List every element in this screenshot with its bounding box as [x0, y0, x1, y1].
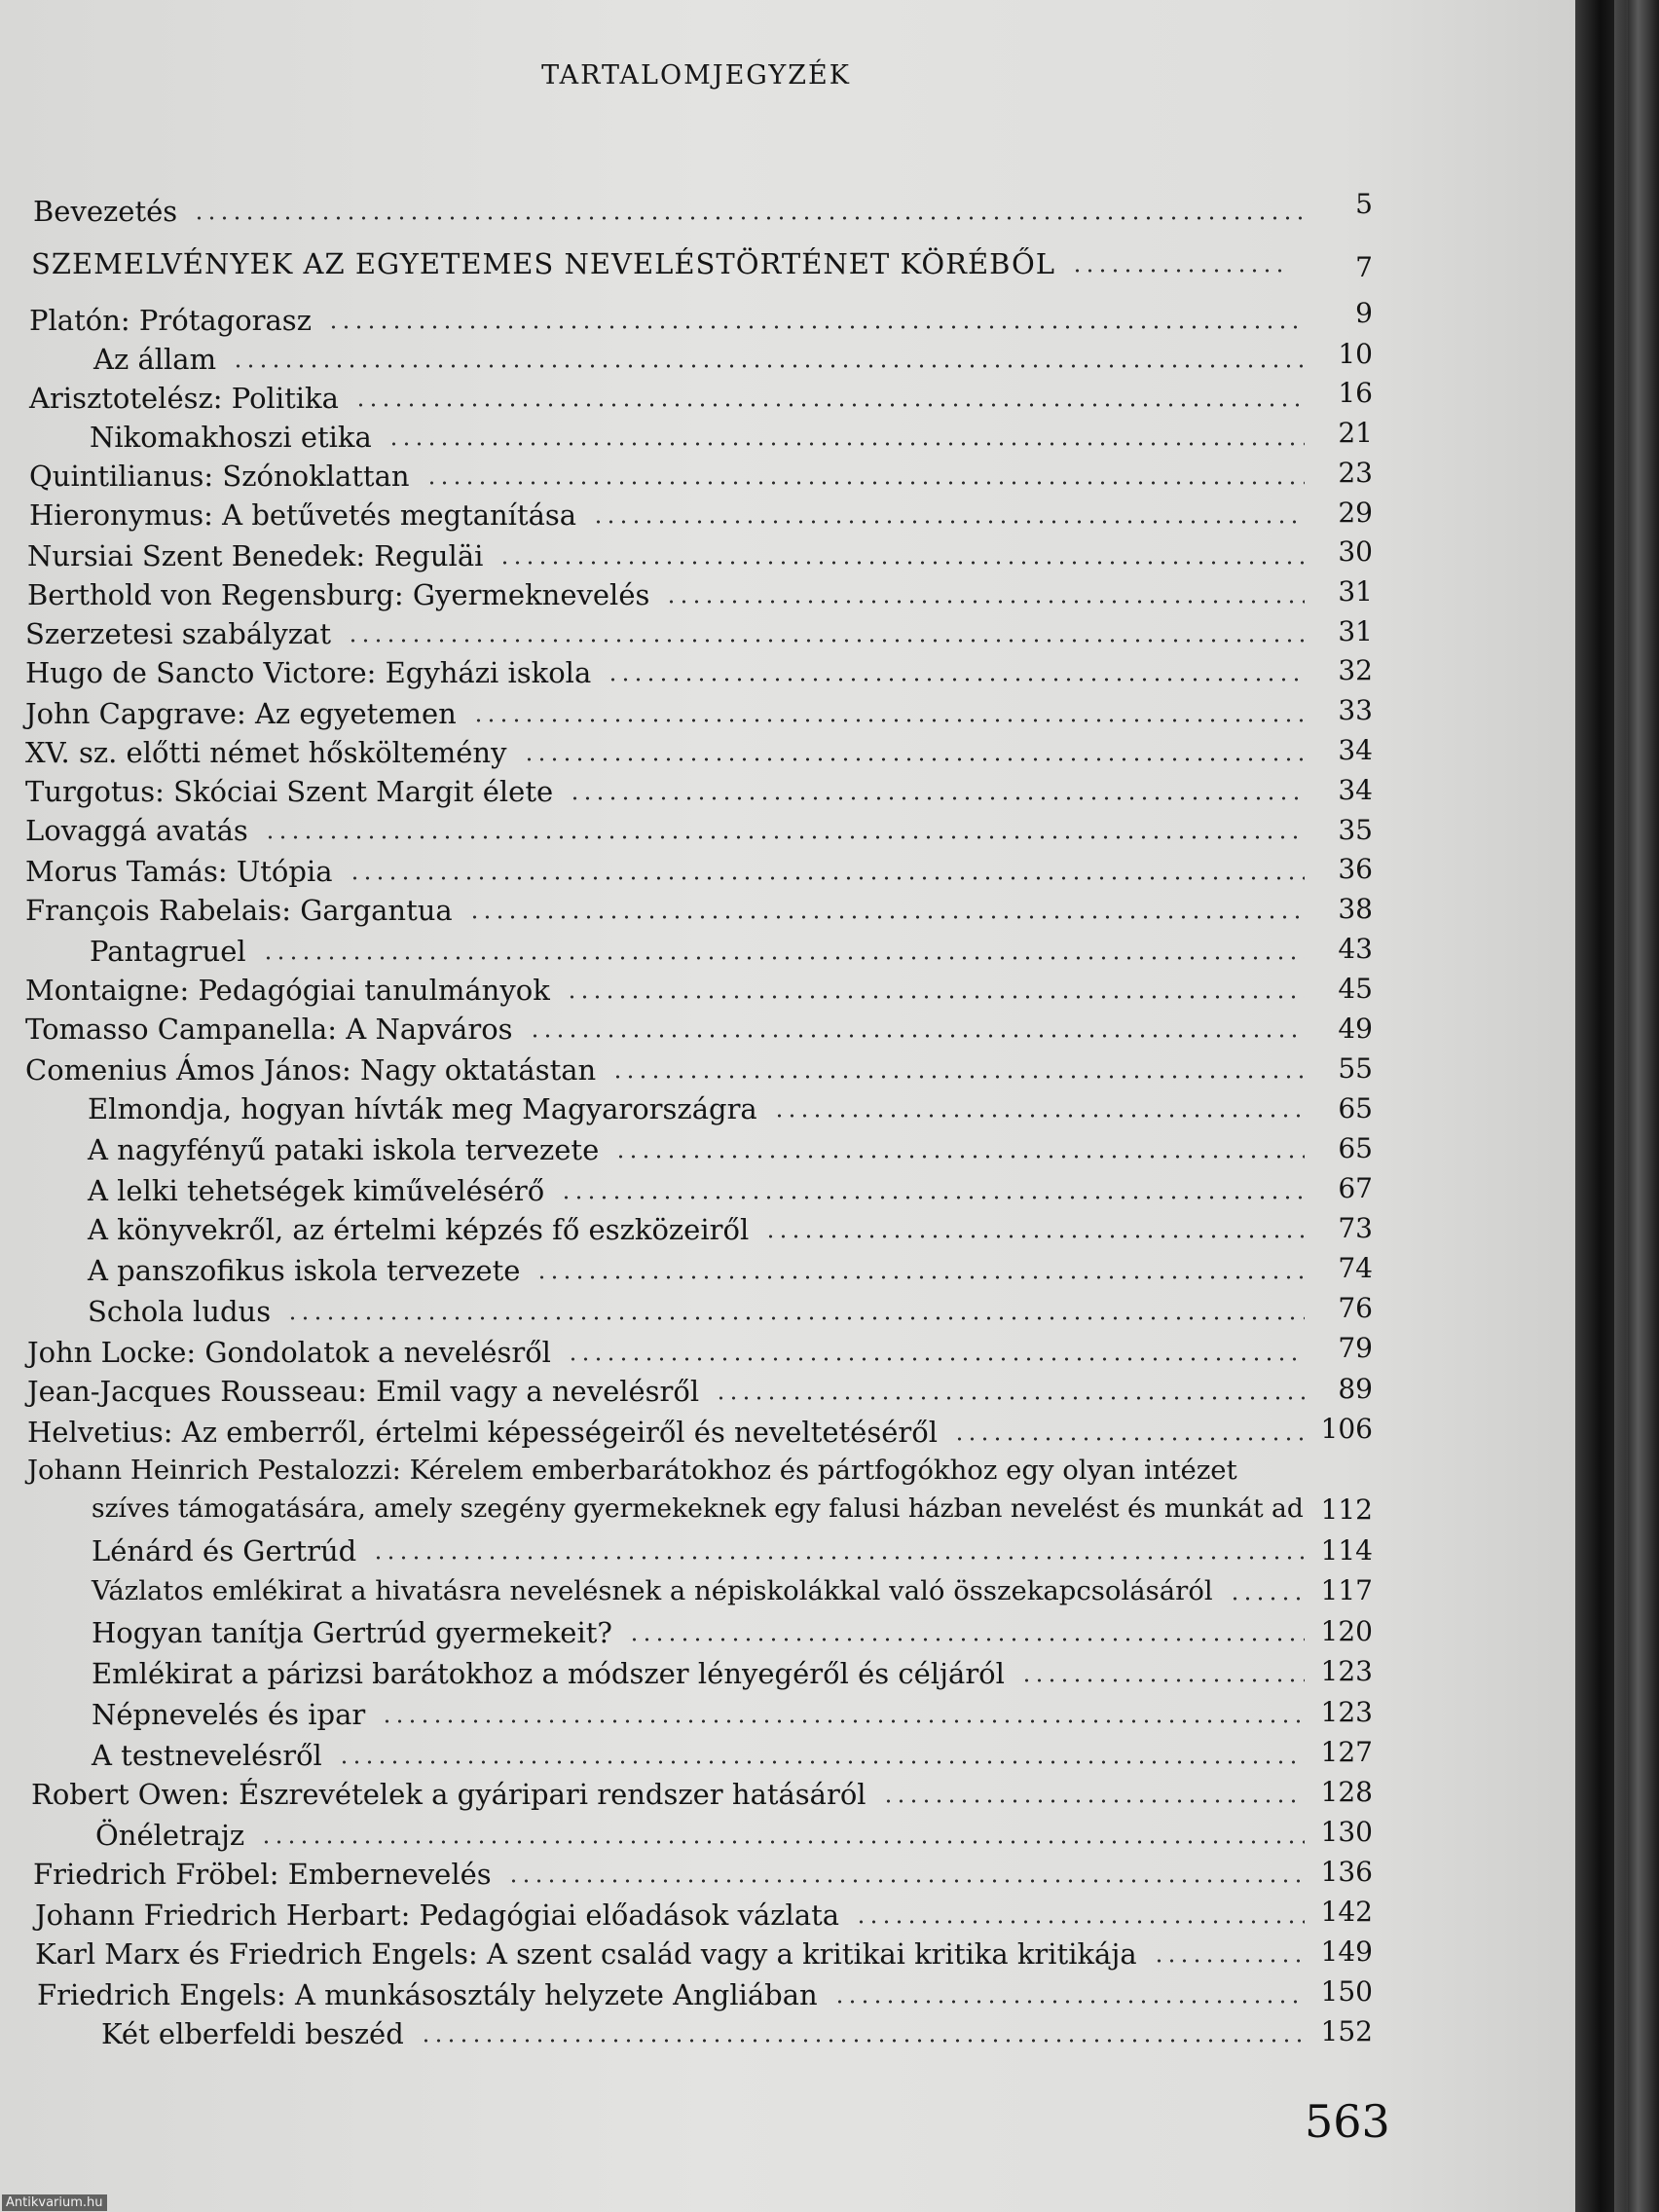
toc-page-number: 5 [1355, 188, 1373, 220]
toc-leader-dots [855, 1920, 1305, 1924]
toc-leader-dots [535, 1275, 1305, 1279]
toc-page-number: 21 [1338, 417, 1373, 449]
toc-entry-label: Vázlatos emlékirat a hivatásra nevelésnek a népiskolákkal való összekapcsolásáról [92, 1575, 1213, 1606]
toc-entry-label: Montaigne: Pedagógiai tanulmányok [25, 974, 550, 1007]
toc-page-number: 74 [1338, 1252, 1373, 1284]
toc-leader-dots [523, 757, 1305, 761]
toc-page-number: 65 [1338, 1092, 1373, 1124]
toc-leader-dots [833, 2000, 1305, 2004]
toc-leader-dots [882, 1799, 1305, 1803]
toc-page-number: 114 [1320, 1534, 1373, 1567]
toc-entry-label: Johann Heinrich Pestalozzi: Kérelem emberbarátokhoz és pártfogókhoz egy olyan intézet [27, 1455, 1237, 1486]
toc-page-number: 16 [1338, 377, 1373, 409]
toc-page-number: 142 [1320, 1896, 1373, 1928]
toc-leader-dots [472, 719, 1305, 722]
toc-leader-dots [773, 1114, 1305, 1118]
toc-page-number: 128 [1320, 1776, 1373, 1808]
toc-entry-label: A testnevelésről [92, 1739, 322, 1772]
toc-leader-dots [349, 876, 1305, 880]
toc-leader-dots [232, 364, 1305, 368]
toc-page-number: 34 [1338, 734, 1373, 766]
toc-entry-label: XV. sz. előtti német hősköltemény [25, 736, 507, 769]
toc-page-number: 38 [1338, 893, 1373, 925]
toc-page-number: 76 [1338, 1292, 1373, 1324]
toc-entry-label: A könyvekről, az értelmi képzés fő eszközeiről [88, 1213, 750, 1246]
toc-leader-dots [260, 1840, 1305, 1844]
toc-entry-label: Comenius Ámos János: Nagy oktatástan [25, 1053, 597, 1087]
toc-page-number: 34 [1338, 774, 1373, 806]
toc-entry-label: Népnevelés és ipar [92, 1698, 366, 1731]
toc-entry-label: Nikomakhoszi etika [90, 421, 372, 454]
toc-leader-dots [529, 1034, 1305, 1038]
toc-page-number: 150 [1320, 1975, 1373, 2008]
toc-page-number: 7 [1355, 251, 1373, 283]
toc-entry-label: Morus Tamás: Utópia [25, 855, 333, 888]
toc-entry-label: Elmondja, hogyan hívták meg Magyarországra [88, 1092, 757, 1125]
toc-entry-label: szíves támogatására, amely szegény gyermekeknek egy falusi házban nevelést és munkát ad [92, 1493, 1304, 1524]
toc-entry-label: John Capgrave: Az egyetemen [25, 697, 457, 730]
toc-entry-label: Nursiai Szent Benedek: Reguläi [27, 539, 484, 572]
toc-entry-label: Helvetius: Az emberről, értelmi képességeiről és neveltetéséről [27, 1416, 938, 1449]
toc-page-number: 9 [1355, 297, 1373, 329]
toc-entry-label: Hieronymus: A betűvetés megtanítása [29, 498, 577, 532]
toc-page-number: 31 [1338, 575, 1373, 608]
toc-entry-label: Bevezetés [33, 195, 178, 228]
toc-leader-dots [354, 403, 1305, 407]
toc-entry-label: A lelki tehetségek kiművelésérő [88, 1174, 545, 1207]
toc-page-number: 123 [1320, 1655, 1373, 1687]
toc-page-number: 123 [1320, 1696, 1373, 1728]
page-title: TARTALOMJEGYZÉK [541, 60, 851, 91]
toc-leader-dots [286, 1316, 1305, 1320]
toc-leader-dots [338, 1760, 1305, 1764]
toc-page-number: 152 [1320, 2015, 1373, 2047]
page-number: 563 [1305, 2095, 1390, 2148]
toc-leader-dots [764, 1235, 1305, 1238]
toc-page-number: 35 [1338, 814, 1373, 846]
toc-page-number: 55 [1338, 1052, 1373, 1085]
toc-page-number: 136 [1320, 1856, 1373, 1888]
toc-page-number: 117 [1320, 1574, 1373, 1606]
toc-page-number: 149 [1320, 1936, 1373, 1968]
toc-leader-dots [1071, 269, 1285, 273]
toc-entry-label: Robert Owen: Észrevételek a gyáripari rendszer hatásáról [31, 1778, 866, 1811]
toc-page-number: 106 [1320, 1413, 1373, 1445]
toc-leader-dots [566, 995, 1305, 999]
toc-leader-dots [607, 678, 1305, 682]
toc-entry-label: A panszofikus iskola tervezete [88, 1254, 521, 1287]
toc-leader-dots [1229, 1597, 1305, 1601]
toc-leader-dots [264, 835, 1305, 839]
toc-page-number: 112 [1320, 1493, 1373, 1526]
toc-leader-dots [628, 1638, 1305, 1641]
toc-page-number: 79 [1338, 1332, 1373, 1364]
toc-entry-label: Önéletrajz [95, 1819, 245, 1852]
toc-entry-label: Turgotus: Skóciai Szent Margit élete [25, 775, 554, 808]
toc-entry-label: SZEMELVÉNYEK AZ EGYETEMES NEVELÉSTÖRTÉNET KÖRÉBŐL [31, 247, 1056, 280]
watermark: Antikvarium.hu [2, 2194, 107, 2211]
toc-leader-dots [560, 1196, 1305, 1199]
toc-page-number: 89 [1338, 1373, 1373, 1405]
toc-page-number: 36 [1338, 853, 1373, 885]
toc-page-number: 49 [1338, 1013, 1373, 1045]
toc-entry-label: Hogyan tanítja Gertrúd gyermekeit? [92, 1616, 612, 1649]
toc-leader-dots [592, 520, 1305, 524]
toc-entry-label: Karl Marx és Friedrich Engels: A szent család vagy a kritikai kritika kritikája [35, 1937, 1137, 1971]
toc-page-number: 73 [1338, 1212, 1373, 1244]
toc-page-number: 67 [1338, 1172, 1373, 1204]
toc-leader-dots [420, 2039, 1305, 2043]
toc-entry-label: Hugo de Sancto Victore: Egyházi iskola [25, 656, 592, 689]
toc-entry-label: Tomasso Campanella: A Napváros [25, 1013, 513, 1046]
book-spine [1575, 0, 1659, 2212]
toc-entry-label: Emlékirat a párizsi barátokhoz a módszer lényegéről és céljáról [92, 1657, 1005, 1690]
toc-leader-dots [372, 1556, 1305, 1560]
toc-leader-dots [425, 481, 1305, 485]
toc-leader-dots [665, 600, 1305, 604]
toc-leader-dots [1153, 1959, 1305, 1963]
toc-leader-dots [567, 1357, 1305, 1361]
toc-leader-dots [1020, 1678, 1305, 1682]
toc-leader-dots [953, 1437, 1305, 1441]
toc-entry-label: John Locke: Gondolatok a nevelésről [27, 1336, 551, 1369]
toc-page-number: 120 [1320, 1615, 1373, 1647]
toc-leader-dots [193, 216, 1305, 220]
toc-entry-label: Lénárd és Gertrúd [92, 1534, 357, 1567]
toc-leader-dots [262, 956, 1305, 960]
toc-leader-dots [387, 442, 1305, 446]
toc-entry-label: Berthold von Regensburg: Gyermeknevelés [27, 578, 650, 611]
toc-leader-dots [614, 1155, 1305, 1159]
toc-entry-label: Jean-Jacques Rousseau: Emil vagy a nevelésről [27, 1375, 700, 1408]
toc-leader-dots [327, 325, 1305, 329]
toc-page-number: 43 [1338, 933, 1373, 965]
toc-entry-label: Lovaggá avatás [25, 814, 248, 847]
toc-leader-dots [498, 561, 1305, 565]
toc-entry-label: Az állam [93, 343, 217, 376]
toc-entry-label: A nagyfényű pataki iskola tervezete [88, 1133, 600, 1166]
toc-entry-label: Arisztotelész: Politika [29, 382, 339, 415]
toc-page-number: 31 [1338, 615, 1373, 647]
toc-leader-dots [507, 1879, 1305, 1883]
toc-leader-dots [468, 915, 1305, 919]
toc-page-number: 32 [1338, 654, 1373, 686]
toc-leader-dots [381, 1719, 1305, 1723]
toc-page-number: 65 [1338, 1132, 1373, 1164]
toc-page-number: 30 [1338, 535, 1373, 568]
toc-page-number: 10 [1338, 338, 1373, 370]
toc-page-number: 45 [1338, 973, 1373, 1005]
toc-leader-dots [715, 1396, 1305, 1400]
toc-entry-label: Johann Friedrich Herbart: Pedagógiai előadások vázlata [35, 1899, 840, 1932]
toc-entry-label: Quintilianus: Szónoklattan [29, 460, 410, 493]
toc-entry-label: Schola ludus [88, 1295, 272, 1328]
toc-entry-label: Friedrich Fröbel: Embernevelés [33, 1858, 492, 1891]
toc-page-number: 33 [1338, 694, 1373, 726]
toc-entry-label: Két elberfeldi beszéd [101, 2017, 404, 2050]
toc-leader-dots [569, 796, 1305, 800]
toc-page-number: 130 [1320, 1816, 1373, 1848]
toc-leader-dots [347, 639, 1305, 643]
toc-page-number: 127 [1320, 1736, 1373, 1768]
toc-entry-label: François Rabelais: Gargantua [25, 894, 453, 927]
toc-leader-dots [611, 1075, 1305, 1079]
toc-entry-label: Szerzetesi szabályzat [25, 617, 331, 650]
toc-page-number: 23 [1338, 457, 1373, 489]
toc-entry-label: Platón: Prótagorasz [29, 304, 312, 337]
toc-page-number: 29 [1338, 497, 1373, 529]
toc-entry-label: Pantagruel [90, 935, 246, 968]
toc-entry-label: Friedrich Engels: A munkásosztály helyzete Angliában [37, 1978, 818, 2011]
